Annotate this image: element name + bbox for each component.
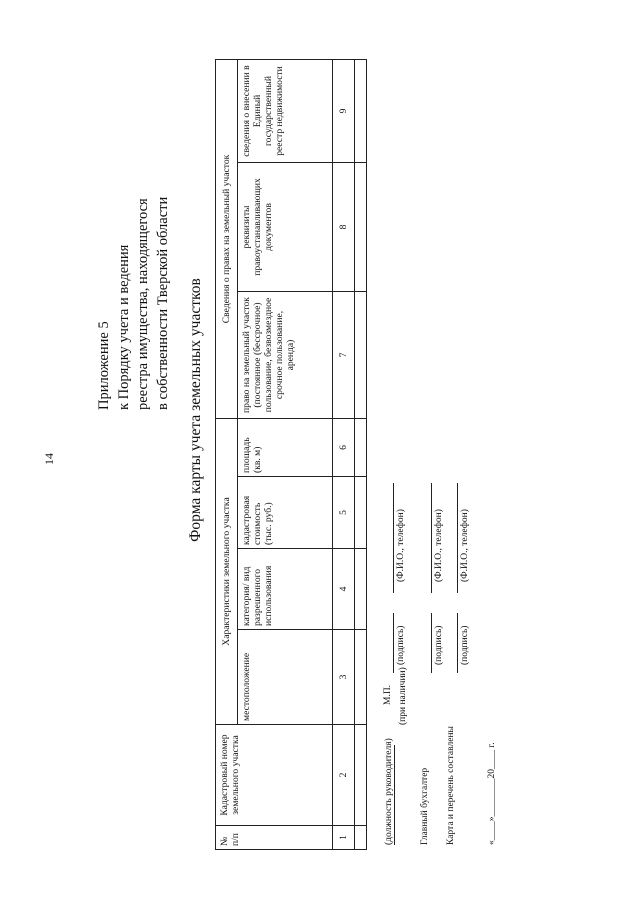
fio-line bbox=[430, 483, 432, 593]
header-cell-index: № п/п bbox=[216, 826, 333, 850]
if-any-caption: (при наличии) bbox=[398, 667, 408, 725]
header-cell-category: категория/ вид разрешенного использования bbox=[238, 549, 333, 630]
head-position-caption: (должность руководителя) bbox=[384, 738, 394, 845]
land-registry-table bbox=[215, 59, 367, 850]
header-cell-cadastral-value: кадастровая стоимость (тыс. руб.) bbox=[238, 477, 333, 549]
empty-cell bbox=[355, 60, 367, 163]
appendix-line: к Порядку учета и ведения bbox=[115, 244, 132, 410]
header-cell-area: площадь (кв. м) bbox=[238, 419, 333, 477]
column-number: 6 bbox=[333, 419, 355, 477]
empty-cell bbox=[355, 419, 367, 477]
header-cell-right-type: право на земельный участок (постоянное (бессрочное) пользование, безвозмездное срочное пользование, аренда) bbox=[238, 292, 333, 419]
signature-caption: (подпись) bbox=[396, 625, 406, 665]
header-group-characteristics: Характеристики земельного участка bbox=[216, 419, 238, 725]
fio-phone-caption: (Ф.И.О., телефон) bbox=[396, 509, 406, 582]
column-number: 8 bbox=[333, 163, 355, 292]
empty-cell bbox=[355, 549, 367, 630]
column-number: 7 bbox=[333, 292, 355, 419]
header-cell-registry: сведения о внесении в Единый государственный реестр недвижимости bbox=[238, 60, 333, 163]
mp-label: М.П. bbox=[383, 684, 393, 705]
column-number: 9 bbox=[333, 60, 355, 163]
appendix-header bbox=[95, 197, 173, 410]
column-number: 5 bbox=[333, 477, 355, 549]
fio-phone-caption: (Ф.И.О., телефон) bbox=[460, 509, 470, 582]
empty-cell bbox=[355, 826, 367, 850]
form-title: Форма карты учета земельных участков bbox=[187, 278, 204, 542]
fio-phone-caption: (Ф.И.О., телефон) bbox=[434, 509, 444, 582]
signature-caption: (подпись) bbox=[460, 625, 470, 665]
date-line: «____»________20____ г. bbox=[487, 742, 497, 845]
appendix-line: в собственности Тверской области bbox=[154, 196, 171, 410]
compiled-by-label: Карта и перечень составлены bbox=[446, 726, 456, 845]
fio-line bbox=[456, 483, 458, 593]
page-number: 14 bbox=[42, 453, 56, 465]
empty-cell bbox=[355, 292, 367, 419]
signature-line bbox=[430, 613, 432, 673]
empty-cell bbox=[355, 163, 367, 292]
header-cell-documents: реквизиты правоустанавливающих документов bbox=[238, 163, 333, 292]
fio-line bbox=[392, 483, 394, 593]
header-group-rights: Сведения о правах на земельный участок bbox=[216, 60, 238, 419]
column-number: 1 bbox=[333, 826, 355, 850]
signature-caption: (подпись) bbox=[434, 625, 444, 665]
column-number: 3 bbox=[333, 630, 355, 725]
chief-accountant-label: Главный бухгалтер bbox=[420, 767, 430, 845]
appendix-line: реестра имущества, находящегося bbox=[135, 198, 151, 410]
appendix-line: Приложение 5 bbox=[96, 321, 112, 410]
header-cell-location: местоположение bbox=[238, 630, 333, 725]
signature-line bbox=[392, 613, 394, 673]
column-number: 2 bbox=[333, 725, 355, 826]
column-number: 4 bbox=[333, 549, 355, 630]
empty-cell bbox=[355, 477, 367, 549]
signature-line bbox=[456, 613, 458, 673]
empty-cell bbox=[355, 630, 367, 725]
header-cell-cadastral-number: Кадастровый номер земельного участка bbox=[216, 725, 333, 826]
empty-cell bbox=[355, 725, 367, 826]
